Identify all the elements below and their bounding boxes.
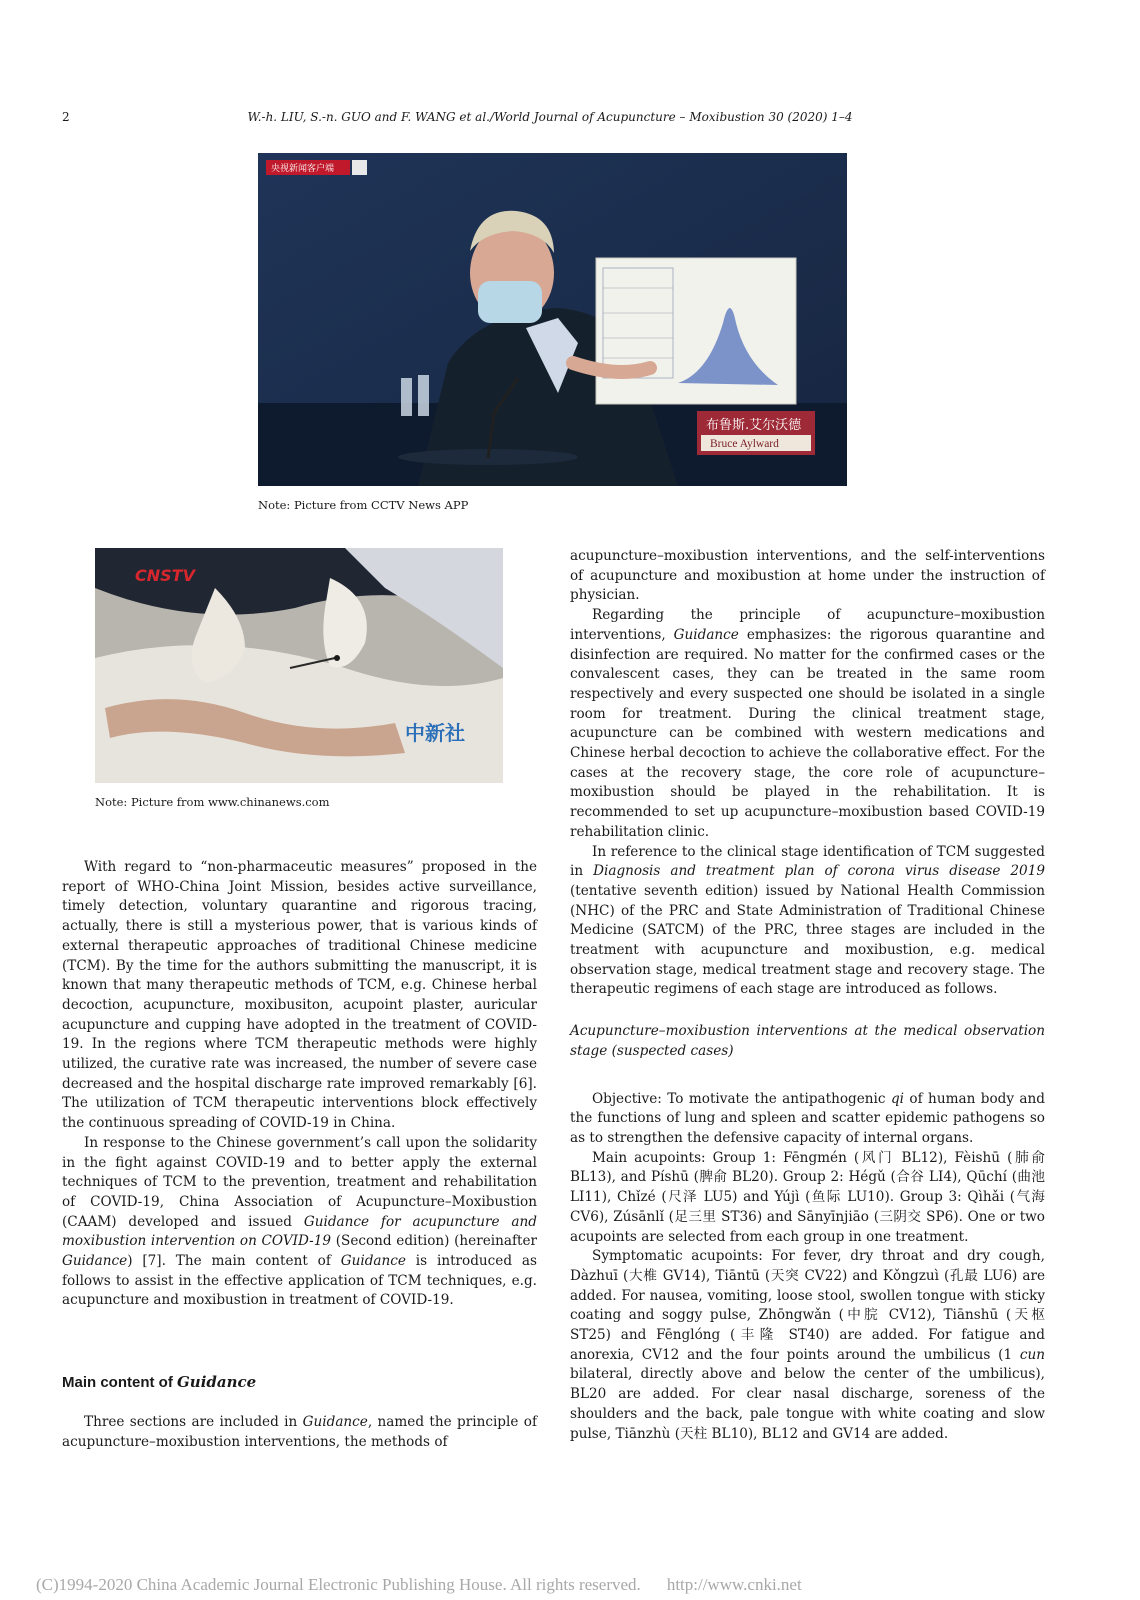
paragraph: Symptomatic acupoints: For fever, dry throat and dry cough, Dàzhuī (大椎 GV14), Tiāntū (天突 CV22) and Kǒngzuì (孔最 LU6) are added. For nausea, vomiting, loose stool, swollen tongue with sticky coating and soggy pulse, Zhōngwǎn (中脘 CV12), Tiānshū (天枢 ST25) and Fēnglóng (丰隆 ST40) are added. For fatigue and anorexia, CV12 and the four points around the umbilicus (1 cun bilateral, directly above and below the center of the umbilicus), BL20 are added. For clear nasal discharge, soreness of the shoulders and the back, pale tongue with white coating and slow pulse, Tiānzhù (天柱 BL10), BL12 and GV14 are added. (570, 1248, 1045, 1442)
paragraph: acupuncture–moxibustion interventions, and the self-interventions of acupuncture and moxibustion at home under the instruction of physician. (570, 548, 1045, 604)
cnstv-logo: CNSTV (135, 566, 195, 585)
left-column-bottom (62, 1413, 537, 1452)
section-heading: Main content of Guidance (62, 1373, 257, 1391)
page-number: 2 (62, 110, 70, 124)
name-card-chinese: 布鲁斯.艾尔沃德 (706, 418, 802, 433)
paragraph: With regard to “non-pharmaceutic measures” proposed in the report of WHO-China Joint Mission, besides active surveillance, timely detection, voluntary quarantine and rigorous tracing, actually, there is still a mysterious power, that is various kinds of external therapeutic approaches of traditional Chinese medicine (TCM). By the time for the authors submitting the manuscript, it is known that many therapeutic methods of TCM, e.g. Chinese herbal decoction, acupuncture, moxibusiton, acupoint plaster, auricular acupuncture and cupping have adopted in the treatment of COVID-19. In the regions where TCM therapeutic methods were highly utilized, the curative rate was increased, the number of severe case decreased and the hospital discharge rate improved remarkably [6]. The utilization of TCM therapeutic interventions block effectively the continuous spreading of COVID-19 in China. (62, 859, 537, 1132)
paragraph: Three sections are included in Guidance, named the principle of acupuncture–moxibustion interventions, the methods of (62, 1414, 537, 1450)
figure2-caption: Note: Picture from www.chinanews.com (95, 795, 330, 809)
paragraph: Regarding the principle of acupuncture–moxibustion interventions, Guidance emphasizes: the rigorous quarantine and disinfection are required. No matter for the confirmed cases or the convalescent cases, they can be treated in the same room respectively and every suspected one should be isolated in a single room for treatment. During the clinical treatment stage, acupuncture can be combined with western medications and Chinese herbal decoction to achieve the collaborative effect. For the cases at the recovery stage, the core role of acupuncture–moxibustion should be played in the rehabilitation. It is recommended to set up acupuncture–moxibustion based COVID-19 rehabilitation clinic. (570, 607, 1045, 840)
paragraph: In response to the Chinese government’s call upon the solidarity in the fight against COVID-19 and to better apply the external techniques of TCM to the prevention, treatment and rehabilitation of COVID-19, China Association of Acupuncture–Moxibustion (CAAM) developed and issued Guidance for acupuncture and moxibustion intervention on COVID-19 (Second edition) (hereinafter Guidance) [7]. The main content of Guidance is introduced as follows to assist in the effective application of TCM techniques, e.g. acupuncture and moxibustion in treatment of COVID-19. (62, 1134, 537, 1309)
figure-press-conference (258, 153, 847, 486)
figure-acupuncture (95, 548, 503, 783)
paragraph: Main acupoints: Group 1: Fēngmén (风门 BL12), Fèishū (肺俞 BL13), and Píshū (脾俞 BL20). Group 2: Hégǔ (合谷 LI4), Qūchí (曲池 LI11), Chǐzé (尺泽 LU5) and Yújì (鱼际 LU10). Group 3: Qìhǎi (气海 CV6), Zúsānlǐ (足三里 ST36) and Sānyīnjiāo (三阴交 SP6). One or two acupoints are selected from each group in one treatment. (570, 1149, 1045, 1245)
subsection-heading: Acupuncture–moxibustion interventions at the medical observation stage (suspected cases) (570, 1023, 1045, 1059)
figure1-caption: Note: Picture from CCTV News APP (258, 498, 469, 512)
copyright-text: (C)1994-2020 China Academic Journal Electronic Publishing House. All rights reserved. (36, 1575, 641, 1594)
paragraph: In reference to the clinical stage identification of TCM suggested in Diagnosis and treatment plan of corona virus disease 2019 (tentative seventh edition) issued by National Health Commission (NHC) of the PRC and State Administration of Traditional Chinese Medicine (SATCM) of the PRC, three stages are included in the treatment with acupuncture and moxibustion, e.g. medical observation stage, medical treatment stage and recovery stage. The therapeutic regimens of each stage are introduced as follows. (570, 843, 1045, 998)
left-column (62, 858, 537, 1311)
right-column (570, 547, 1045, 1444)
paragraph: Objective: To motivate the antipathogenic qi of human body and the functions of lung and spleen and scatter epidemic pathogens so as to strengthen the defensive capacity of internal organs. (570, 1090, 1045, 1146)
footer-watermark (36, 1575, 828, 1595)
chinanews-watermark: 中新社 (405, 721, 465, 745)
running-header: W.-h. LIU, S.-n. GUO and F. WANG et al./World Journal of Acupuncture – Moxibustion 30 (2020) 1–4 (247, 110, 853, 124)
channel-logo: 央视新闻客户端 (271, 164, 335, 174)
press-conference-photo (258, 153, 847, 486)
name-card-english: Bruce Aylward (710, 438, 779, 450)
acupuncture-photo (95, 548, 503, 783)
cnki-url: http://www.cnki.net (666, 1575, 802, 1594)
